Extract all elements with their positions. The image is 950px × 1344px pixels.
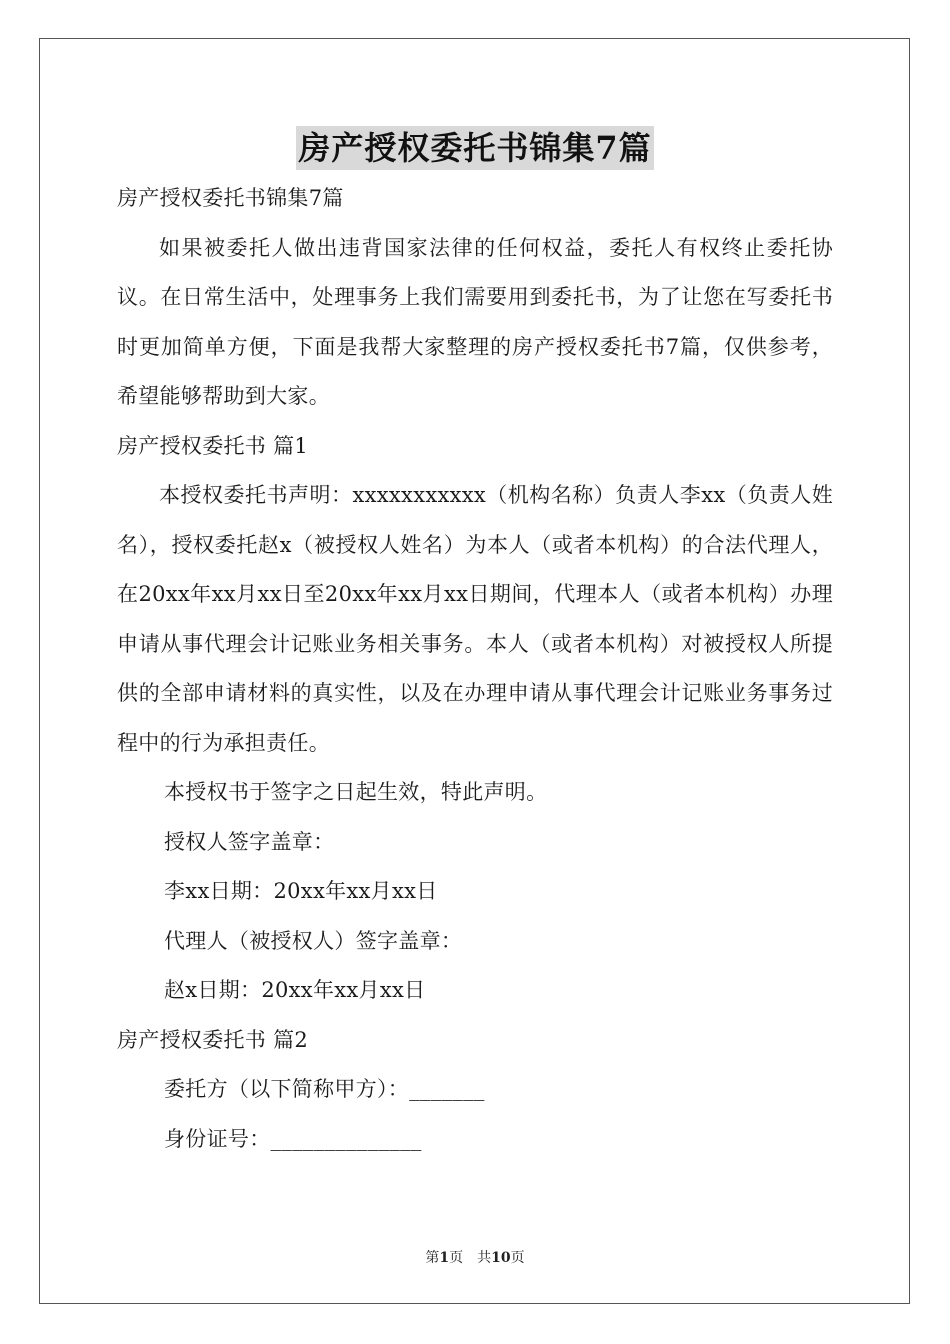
- agent-date-line: 赵x日期：20xx年xx月xx日: [164, 978, 426, 1002]
- section1-statement: 本授权委托书声明：xxxxxxxxxxx（机构名称）负责人李xx（负责人姓名），授权委托赵x（被授权人姓名）为本人（或者本机构）的合法代理人，在20xx年xx月xx日至20xx年xx月xx日期间，代理本人（或者本机构）办理申请从事代理会计记账业务相关事务。本人（或者本机构）对被授权人所提供的全部申请材料的真实性，以及在办理申请从事代理会计记账业务事务过程中的行为承担责任。: [117, 483, 833, 755]
- page-suffix: 页: [449, 1250, 464, 1266]
- total-suffix: 页: [510, 1250, 525, 1266]
- section1-effective: 本授权书于签字之日起生效，特此声明。: [164, 780, 548, 804]
- title-container: [0, 126, 950, 170]
- page-footer: [0, 1247, 950, 1267]
- principal-line: 委托方（以下简称甲方）：_______: [164, 1077, 485, 1101]
- total-prefix: 共: [477, 1250, 492, 1266]
- agent-signature-line: 代理人（被授权人）签字盖章：: [164, 928, 463, 953]
- section1-heading: 房产授权委托书 篇1: [117, 433, 309, 458]
- intro-paragraph: 如果被委托人做出违背国家法律的任何权益，委托人有权终止委托协议。在日常生活中，处理事务上我们需要用到委托书，为了让您在写委托书时更加简单方便，下面是我帮大家整理的房产授权委托书7篇，仅供参考，希望能够帮助到大家。: [117, 235, 833, 408]
- document-body: [117, 174, 833, 1164]
- section2-heading: 房产授权委托书 篇2: [117, 1027, 309, 1052]
- grantor-signature-line: 授权人签字盖章：: [164, 829, 335, 854]
- page-prefix: 第: [425, 1250, 440, 1266]
- page-number: 1: [439, 1250, 450, 1266]
- document-title: 房产授权委托书锦集7篇: [296, 126, 653, 170]
- id-number-line: 身份证号：______________: [164, 1126, 422, 1151]
- total-pages: 10: [491, 1250, 511, 1266]
- document-subtitle: 房产授权委托书锦集7篇: [117, 186, 344, 210]
- grantor-date-line: 李xx日期：20xx年xx月xx日: [164, 879, 438, 903]
